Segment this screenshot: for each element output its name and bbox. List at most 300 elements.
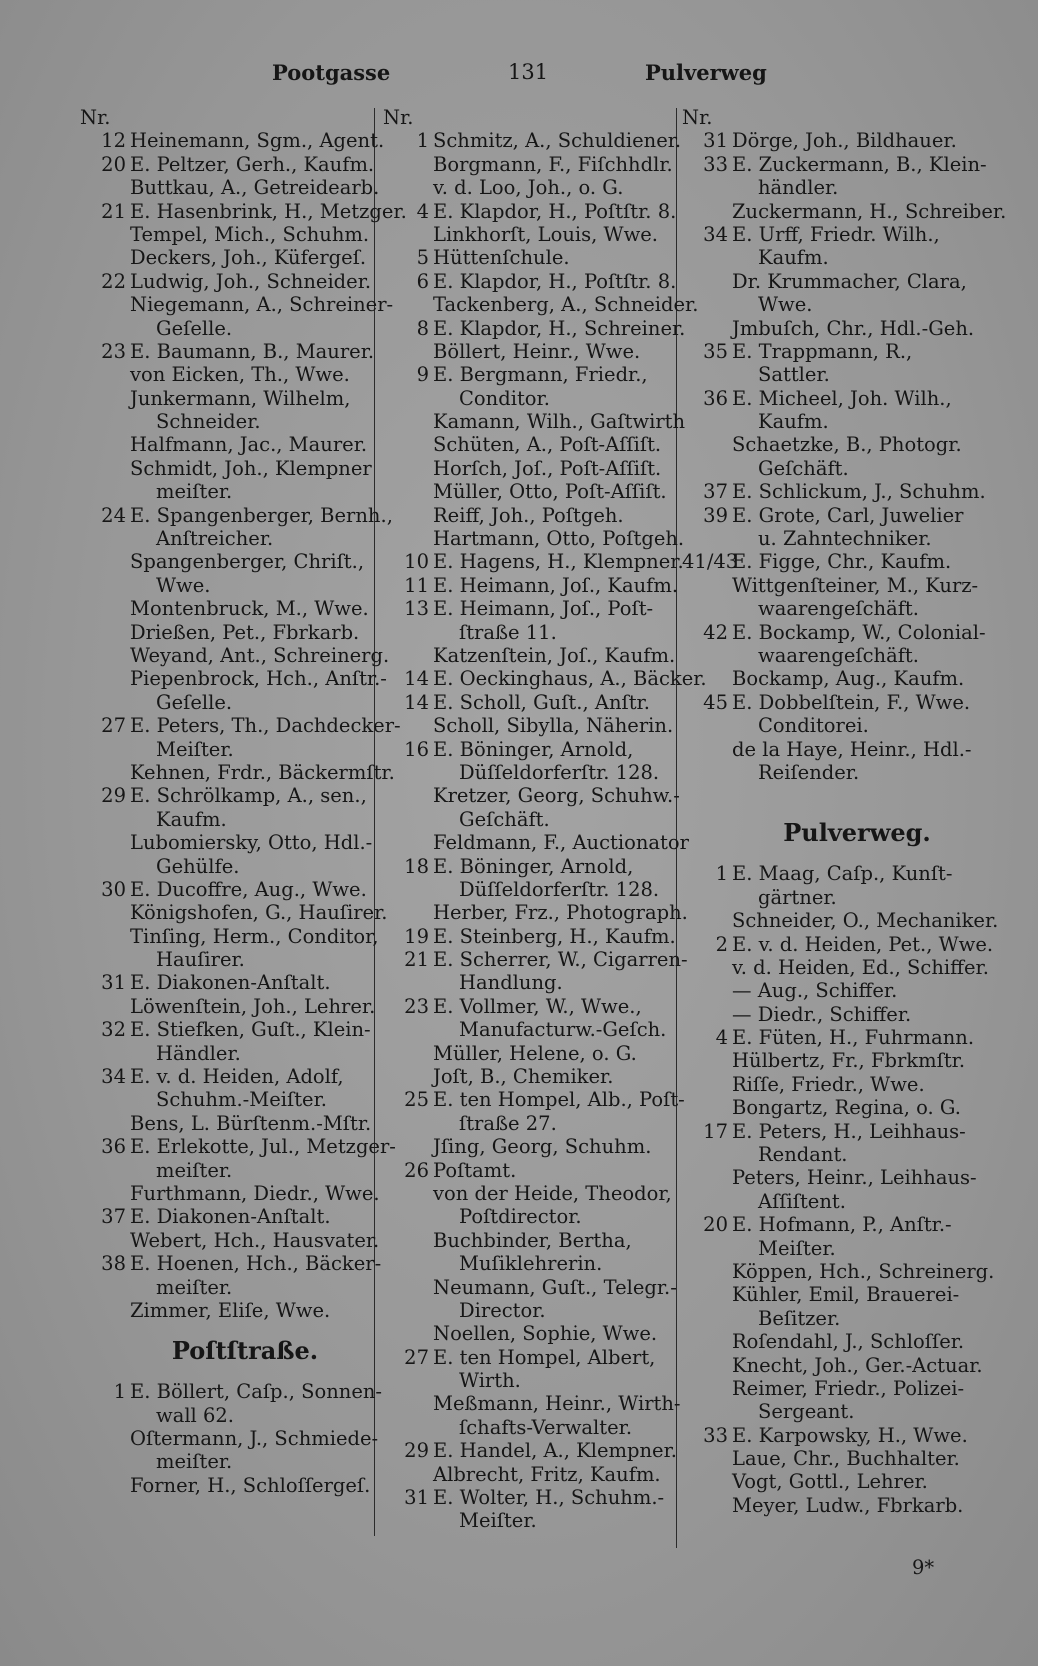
- entry-continuation: [383, 761, 675, 784]
- header-left-street: Pootgasse: [272, 60, 391, 85]
- entry-text: E. Diakonen-Anſtalt.: [130, 971, 331, 995]
- directory-entry: [80, 387, 370, 410]
- entry-text: Sattler.: [758, 363, 830, 387]
- entry-continuation: [80, 691, 370, 714]
- entry-text: Halfmann, Jac., Maurer.: [130, 433, 368, 457]
- entry-text: v. d. Heiden, Ed., Schiffer.: [732, 955, 989, 979]
- entry-text: Köppen, Hch., Schreinerg.: [732, 1259, 995, 1283]
- entry-text: Schaetzke, B., Photogr.: [732, 433, 962, 457]
- entry-text: von der Heide, Theodor,: [433, 1181, 672, 1205]
- entry-continuation: [383, 878, 675, 901]
- directory-entry: [383, 831, 689, 855]
- entry-text: E. Wolter, H., Schuhm.-: [433, 1486, 665, 1510]
- entry-text: Schüten, A., Poſt-Aſſiſt.: [433, 433, 662, 457]
- entry-text: Ludwig, Joh., Schneider.: [130, 269, 372, 293]
- directory-entry: [80, 223, 370, 246]
- directory-entry: [383, 1088, 685, 1112]
- entry-continuation: [80, 808, 370, 831]
- entry-text: Meiſter.: [459, 1509, 537, 1533]
- entry-text: Reiſender.: [758, 760, 860, 784]
- entry-continuation: [383, 1112, 675, 1135]
- entry-text: Director.: [459, 1298, 546, 1322]
- house-number: 42: [703, 620, 728, 644]
- entry-text: E. Peltzer, Gerh., Kaufm.: [130, 152, 375, 176]
- house-number: 17: [703, 1119, 728, 1143]
- entry-continuation: [80, 1042, 370, 1065]
- house-number: 9: [416, 363, 429, 387]
- directory-entry: [383, 1463, 675, 1486]
- entry-continuation: [80, 738, 370, 761]
- entry-continuation: [80, 317, 370, 340]
- entry-text: Horſch, Joſ., Poſt-Aſſiſt.: [433, 456, 662, 480]
- house-number: 29: [404, 1439, 429, 1463]
- entry-text: Neumann, Guſt., Telegr.-: [433, 1275, 677, 1299]
- directory-entry: [383, 667, 707, 691]
- entry-continuation: [682, 363, 1002, 386]
- entry-text: Kaufm.: [156, 807, 227, 831]
- directory-entry: [80, 199, 407, 223]
- entry-text: E. v. d. Heiden, Pet., Wwe.: [732, 932, 994, 956]
- entry-continuation: [682, 246, 1002, 269]
- entry-text: E. Micheel, Joh. Wilh.,: [732, 386, 952, 410]
- directory-entry: [383, 1065, 675, 1088]
- directory-entry: [682, 956, 1002, 979]
- entry-text: Herber, Frz., Photograph.: [433, 901, 688, 925]
- directory-entry: [383, 901, 688, 925]
- entry-text: Buchbinder, Bertha,: [433, 1228, 632, 1252]
- entry-text: E. Heimann, Joſ., Kaufm.: [433, 573, 679, 597]
- house-number: 20: [101, 152, 126, 176]
- entry-text: E. Bockamp, W., Colonial-: [732, 620, 986, 644]
- column-header: [383, 106, 675, 129]
- directory-entry: [383, 363, 675, 386]
- entry-text: Meßmann, Heinr., Wirth-: [433, 1392, 681, 1416]
- entry-continuation: [682, 714, 1002, 737]
- entry-text: Handlung.: [459, 971, 563, 995]
- entry-text: Schuhm.-Meiſter.: [156, 1088, 327, 1112]
- entry-continuation: [80, 574, 370, 597]
- entry-text: gärtner.: [758, 885, 837, 909]
- entry-text: E. Erlekotte, Jul., Metzger-: [130, 1135, 396, 1159]
- directory-entry: [80, 1135, 396, 1159]
- entry-text: E. Klapdor, H., Poſtſtr. 8.: [433, 269, 677, 293]
- directory-entry: [383, 948, 688, 972]
- directory-entry: [682, 1073, 1002, 1096]
- column-3: [682, 106, 1007, 1517]
- entry-text: E. Hofmann, P., Anſtr.-: [732, 1213, 952, 1237]
- directory-entry: [682, 862, 1002, 885]
- entry-text: Geſchäft.: [758, 456, 849, 480]
- entry-text: — Aug., Schiffer.: [732, 979, 898, 1003]
- entry-text: Königshofen, G., Hauſirer.: [130, 901, 388, 925]
- directory-entry: [682, 340, 1002, 363]
- entry-text: E. Klapdor, H., Schreiner.: [433, 316, 686, 340]
- house-number: 27: [404, 1345, 429, 1369]
- house-number: 32: [101, 1018, 126, 1042]
- entry-text: Poſtdirector.: [459, 1205, 582, 1229]
- entry-text: Bens, L. Bürſtenm.-Mſtr.: [130, 1111, 372, 1135]
- column-header-label: Nr.: [80, 106, 111, 129]
- directory-entry: [383, 480, 675, 503]
- directory-entry: [80, 433, 370, 456]
- entry-text: Bockamp, Aug., Kaufm.: [732, 667, 965, 691]
- column-header: [80, 106, 370, 129]
- entry-text: Reiff, Joh., Poſtgeh.: [433, 503, 624, 527]
- entry-text: Anſtreicher.: [156, 527, 274, 551]
- entry-text: Aſſiſtent.: [758, 1189, 846, 1213]
- directory-entry: [80, 176, 380, 200]
- entry-text: Linkhorſt, Louis, Wwe.: [433, 222, 658, 246]
- directory-entry: [682, 1447, 1002, 1470]
- entry-text: E. Peters, H., Leihhaus-: [732, 1119, 966, 1143]
- directory-entry: [80, 1228, 380, 1252]
- directory-entry: [383, 1392, 681, 1416]
- directory-entry: [682, 223, 1002, 246]
- directory-entry: [383, 200, 675, 223]
- entry-text: Peters, Heinr., Leihhaus-: [732, 1166, 977, 1190]
- entry-text: Riſſe, Friedr., Wwe.: [732, 1072, 925, 1096]
- directory-entry: [682, 504, 1002, 527]
- directory-entry: [80, 784, 370, 807]
- entry-text: Zuckermann, H., Schreiber.: [732, 199, 1007, 223]
- house-number: 12: [101, 129, 126, 153]
- directory-entry: [80, 129, 385, 153]
- directory-entry: [383, 550, 684, 574]
- entry-text: E. Schlickum, J., Schuhm.: [732, 480, 986, 504]
- directory-entry: [80, 363, 370, 386]
- directory-entry: [682, 1283, 1002, 1306]
- entry-text: E. Spangenberger, Bernh.,: [130, 503, 393, 527]
- entry-text: Müller, Otto, Poſt-Aſſiſt.: [433, 480, 667, 504]
- entry-text: Conditor.: [459, 386, 550, 410]
- entry-continuation: [682, 597, 1002, 620]
- directory-entry: [80, 901, 388, 925]
- entry-text: Vogt, Gottl., Lehrer.: [732, 1470, 928, 1494]
- entry-text: Hauſirer.: [156, 948, 245, 972]
- entry-continuation: [682, 1143, 1002, 1166]
- directory-entry: [682, 199, 1007, 223]
- directory-entry: [682, 1096, 1002, 1119]
- directory-entry: [383, 527, 685, 551]
- directory-entry: [80, 1299, 370, 1322]
- entry-text: E. Urff, Friedr. Wilh.,: [732, 222, 940, 246]
- directory-entry: [383, 573, 679, 597]
- entry-text: Kühler, Emil, Brauerei-: [732, 1283, 960, 1307]
- directory-entry: [682, 1120, 1002, 1143]
- entry-text: Beſitzer.: [758, 1306, 841, 1330]
- directory-entry: [383, 1229, 675, 1252]
- directory-entry: [682, 738, 1002, 761]
- house-number: 13: [404, 597, 429, 621]
- entry-text: Sergeant.: [758, 1400, 855, 1424]
- entry-text: Laue, Chr., Buchhalter.: [732, 1447, 960, 1471]
- column-header-label: Nr.: [383, 106, 414, 129]
- directory-entry: [80, 1112, 370, 1135]
- entry-text: wall 62.: [156, 1403, 234, 1427]
- entry-text: meiſter.: [156, 1275, 233, 1299]
- entry-text: Meyer, Ludw., Fbrkarb.: [732, 1493, 964, 1517]
- house-number: 18: [404, 854, 429, 878]
- entry-text: E. ten Hompel, Alb., Poſt-: [433, 1088, 685, 1112]
- directory-entry: [383, 1486, 675, 1509]
- house-number: 27: [101, 714, 126, 738]
- directory-entry: [682, 550, 1002, 573]
- entry-text: Dr. Krummacher, Clara,: [732, 269, 967, 293]
- entry-text: Noellen, Sophie, Wwe.: [433, 1322, 658, 1346]
- entry-continuation: [682, 1190, 1002, 1213]
- entry-text: Geſelle.: [156, 316, 233, 340]
- entry-text: Geſelle.: [156, 690, 233, 714]
- entry-text: Muſiklehrerin.: [459, 1252, 603, 1276]
- entry-text: Hüttenſchule.: [433, 246, 570, 270]
- entry-continuation: [383, 1416, 675, 1439]
- entry-text: Kamann, Wilh., Gaſtwirth: [433, 410, 686, 434]
- directory-entry: [383, 504, 675, 527]
- entry-text: Schneider, O., Mechaniker.: [732, 909, 999, 933]
- directory-entry: [682, 129, 1002, 152]
- entry-text: Borgmann, F., Fiſchhdlr.: [433, 152, 673, 176]
- entry-text: Poſtamt.: [433, 1158, 517, 1182]
- entry-text: E. Stiefken, Guſt., Klein-: [130, 1018, 371, 1042]
- house-number: 23: [404, 994, 429, 1018]
- entry-text: E. Grote, Carl, Juwelier: [732, 503, 964, 527]
- house-number: 21: [404, 948, 429, 972]
- entry-text: E. Handel, A., Klempner.: [433, 1439, 677, 1463]
- directory-entry: [80, 246, 370, 269]
- entry-continuation: [682, 761, 1002, 784]
- entry-continuation: [682, 1237, 1002, 1260]
- house-number: 31: [101, 971, 126, 995]
- entry-continuation: [80, 1450, 370, 1473]
- entry-continuation: [383, 387, 675, 410]
- entry-text: Schneider.: [156, 410, 261, 434]
- entry-continuation: [80, 410, 370, 433]
- directory-entry: [682, 667, 1002, 690]
- entry-continuation: [80, 948, 370, 971]
- entry-text: E. Bergmann, Friedr.,: [433, 363, 648, 387]
- directory-entry: [682, 1049, 1002, 1072]
- entry-text: de la Haye, Heinr., Hdl.-: [732, 737, 972, 761]
- house-number: 1: [113, 1380, 126, 1404]
- directory-entry: [383, 855, 675, 878]
- entry-text: E. Scherrer, W., Cigarren-: [433, 948, 688, 972]
- entry-text: E. Dobbelſtein, F., Wwe.: [732, 690, 971, 714]
- house-number: 30: [101, 877, 126, 901]
- house-number: 33: [703, 152, 728, 176]
- directory-entry: [682, 1494, 1002, 1517]
- entry-text: meiſter.: [156, 480, 233, 504]
- entry-text: E. Oeckinghaus, A., Bäcker.: [433, 667, 707, 691]
- directory-entry: [383, 270, 675, 293]
- entry-text: Junkermann, Wilhelm,: [130, 386, 351, 410]
- entry-text: Geſchäft.: [459, 807, 550, 831]
- entry-text: Piepenbrock, Hch., Anſtr.-: [130, 667, 387, 691]
- house-number: 10: [404, 550, 429, 574]
- entry-text: Zimmer, Eliſe, Wwe.: [130, 1298, 331, 1322]
- entry-continuation: [682, 886, 1002, 909]
- entry-text: Lubomiersky, Otto, Hdl.-: [130, 831, 373, 855]
- entry-continuation: [383, 1369, 675, 1392]
- entry-text: E. Zuckermann, B., Klein-: [732, 152, 987, 176]
- house-number: 1: [715, 862, 728, 886]
- house-number: 36: [703, 386, 728, 410]
- house-number: 24: [101, 503, 126, 527]
- entry-text: E. Böninger, Arnold,: [433, 854, 634, 878]
- house-number: 6: [416, 269, 429, 293]
- entry-text: u. Zahntechniker.: [758, 527, 932, 551]
- directory-entry: [682, 1166, 1002, 1189]
- entry-text: händler.: [758, 176, 839, 200]
- entry-text: Joſt, B., Chemiker.: [433, 1065, 614, 1089]
- column-divider: [374, 108, 375, 1536]
- entry-continuation: [383, 1509, 675, 1532]
- column-header: [682, 106, 1002, 129]
- entry-text: Tackenberg, A., Schneider.: [433, 293, 699, 317]
- entry-text: Oſtermann, J., Schmiede-: [130, 1427, 379, 1451]
- directory-entry: [383, 784, 680, 808]
- directory-entry: [80, 924, 379, 948]
- section-heading: Poſtſtraße.: [171, 1336, 319, 1366]
- page-number: 131: [508, 60, 549, 84]
- entry-text: von Eicken, Th., Wwe.: [130, 363, 350, 387]
- entry-text: Kretzer, Georg, Schuhw.-: [433, 784, 680, 808]
- directory-entry: [80, 1065, 370, 1088]
- directory-entry: [682, 933, 1002, 956]
- directory-entry: [80, 994, 376, 1018]
- entry-text: Wwe.: [156, 573, 211, 597]
- house-number: 23: [101, 339, 126, 363]
- entry-text: Heinemann, Sgm., Agent.: [130, 129, 385, 153]
- entry-text: Knecht, Joh., Ger.-Actuar.: [732, 1353, 983, 1377]
- entry-text: Düſſeldorferſtr. 128.: [459, 877, 660, 901]
- directory-entry: [383, 925, 675, 948]
- entry-text: E. Maag, Caſp., Kunſt-: [732, 862, 953, 886]
- house-number: 45: [703, 690, 728, 714]
- entry-text: E. Scholl, Guſt., Anſtr.: [433, 690, 650, 714]
- house-number: 25: [404, 1088, 429, 1112]
- directory-entry: [80, 457, 370, 480]
- directory-entry: [682, 1354, 1002, 1377]
- directory-entry: [80, 643, 390, 667]
- entry-text: E. Hoenen, Hch., Bäcker-: [130, 1252, 382, 1276]
- entry-text: waarengeſchäft.: [758, 597, 919, 621]
- directory-entry: [682, 1003, 1002, 1026]
- entry-text: Jſing, Georg, Schuhm.: [433, 1135, 652, 1159]
- house-number: 41/43: [682, 550, 739, 574]
- entry-continuation: [80, 1404, 370, 1427]
- entry-continuation: [682, 644, 1002, 667]
- house-number: 16: [404, 737, 429, 761]
- column-header-label: Nr.: [682, 106, 713, 129]
- entry-text: Schmidt, Joh., Klempner: [130, 456, 372, 480]
- header-right-street: Pulverweg: [645, 60, 767, 85]
- directory-entry: [80, 714, 401, 738]
- directory-entry: [383, 153, 675, 176]
- directory-entry: [682, 691, 1002, 714]
- house-number: 2: [715, 932, 728, 956]
- house-number: 26: [404, 1158, 429, 1182]
- entry-text: Meiſter.: [758, 1236, 836, 1260]
- entry-continuation: [383, 1252, 675, 1275]
- directory-entry: [383, 691, 675, 714]
- entry-continuation: [80, 1088, 370, 1111]
- directory-entry: [80, 550, 370, 573]
- directory-entry: [383, 995, 675, 1018]
- house-number: 36: [101, 1135, 126, 1159]
- directory-entry: [682, 1026, 1002, 1049]
- directory-entry: [80, 597, 370, 620]
- entry-text: Kaufm.: [758, 246, 829, 270]
- directory-entry: [383, 644, 675, 667]
- directory-entry: [80, 667, 387, 691]
- entry-text: E. Figge, Chr., Kaufm.: [732, 550, 952, 574]
- house-number: 11: [404, 573, 429, 597]
- house-number: 33: [703, 1423, 728, 1447]
- house-number: 4: [416, 199, 429, 223]
- directory-entry: [682, 1424, 1002, 1447]
- directory-entry: [682, 979, 1002, 1002]
- entry-continuation: [383, 1018, 675, 1041]
- entry-text: Böllert, Heinr., Wwe.: [433, 339, 641, 363]
- directory-entry: [383, 1182, 675, 1205]
- entry-text: Tempel, Mich., Schuhm.: [130, 222, 370, 246]
- entry-text: Kehnen, Frdr., Bäckermſtr.: [130, 760, 395, 784]
- directory-entry: [682, 1470, 1002, 1493]
- directory-entry: [383, 129, 682, 153]
- entry-text: Niegemann, A., Schreiner-: [130, 293, 394, 317]
- directory-entry: [682, 1330, 1002, 1353]
- column-2: [383, 106, 707, 1533]
- signature-mark: 9*: [912, 1556, 935, 1579]
- entry-text: Montenbruck, M., Wwe.: [130, 597, 369, 621]
- directory-entry: [80, 760, 395, 784]
- entry-text: meiſter.: [156, 1158, 233, 1182]
- entry-text: E. ten Hompel, Albert,: [433, 1345, 656, 1369]
- entry-text: waarengeſchäft.: [758, 643, 919, 667]
- entry-text: Roſendahl, J., Schloſſer.: [732, 1330, 965, 1354]
- entry-text: Tinſing, Herm., Conditor,: [130, 924, 379, 948]
- entry-continuation: [682, 1400, 1002, 1423]
- entry-text: Bongartz, Regina, o. G.: [732, 1096, 961, 1120]
- house-number: 4: [715, 1026, 728, 1050]
- house-number: 29: [101, 784, 126, 808]
- directory-entry: [80, 339, 375, 363]
- entry-text: Albrecht, Fritz, Kaufm.: [433, 1462, 661, 1486]
- entry-text: Forner, H., Schloſſergeſ.: [130, 1473, 371, 1497]
- directory-entry: [383, 1276, 675, 1299]
- entry-continuation: [682, 176, 1002, 199]
- house-number: 37: [703, 480, 728, 504]
- entry-text: Dörge, Joh., Bildhauer.: [732, 129, 957, 153]
- entry-continuation: [682, 1307, 1002, 1330]
- directory-entry: [383, 1346, 675, 1369]
- entry-text: Hülbertz, Fr., Fbrkmſtr.: [732, 1049, 966, 1073]
- directory-entry: [80, 1205, 370, 1228]
- house-number: 34: [101, 1065, 126, 1089]
- directory-entry: [383, 597, 675, 620]
- entry-continuation: [80, 1276, 370, 1299]
- directory-entry: [383, 1159, 675, 1182]
- entry-text: Deckers, Joh., Küfergeſ.: [130, 246, 367, 270]
- entry-text: Hartmann, Otto, Poſtgeh.: [433, 527, 685, 551]
- entry-text: E. Peters, Th., Dachdecker-: [130, 714, 401, 738]
- entry-text: Händler.: [156, 1041, 241, 1065]
- entry-text: Rendant.: [758, 1143, 848, 1167]
- entry-text: Jmbuſch, Chr., Hdl.-Geh.: [732, 316, 975, 340]
- entry-text: Düſſeldorferſtr. 128.: [459, 760, 660, 784]
- entry-text: Schmitz, A., Schuldiener.: [433, 129, 682, 153]
- directory-entry: [383, 433, 675, 456]
